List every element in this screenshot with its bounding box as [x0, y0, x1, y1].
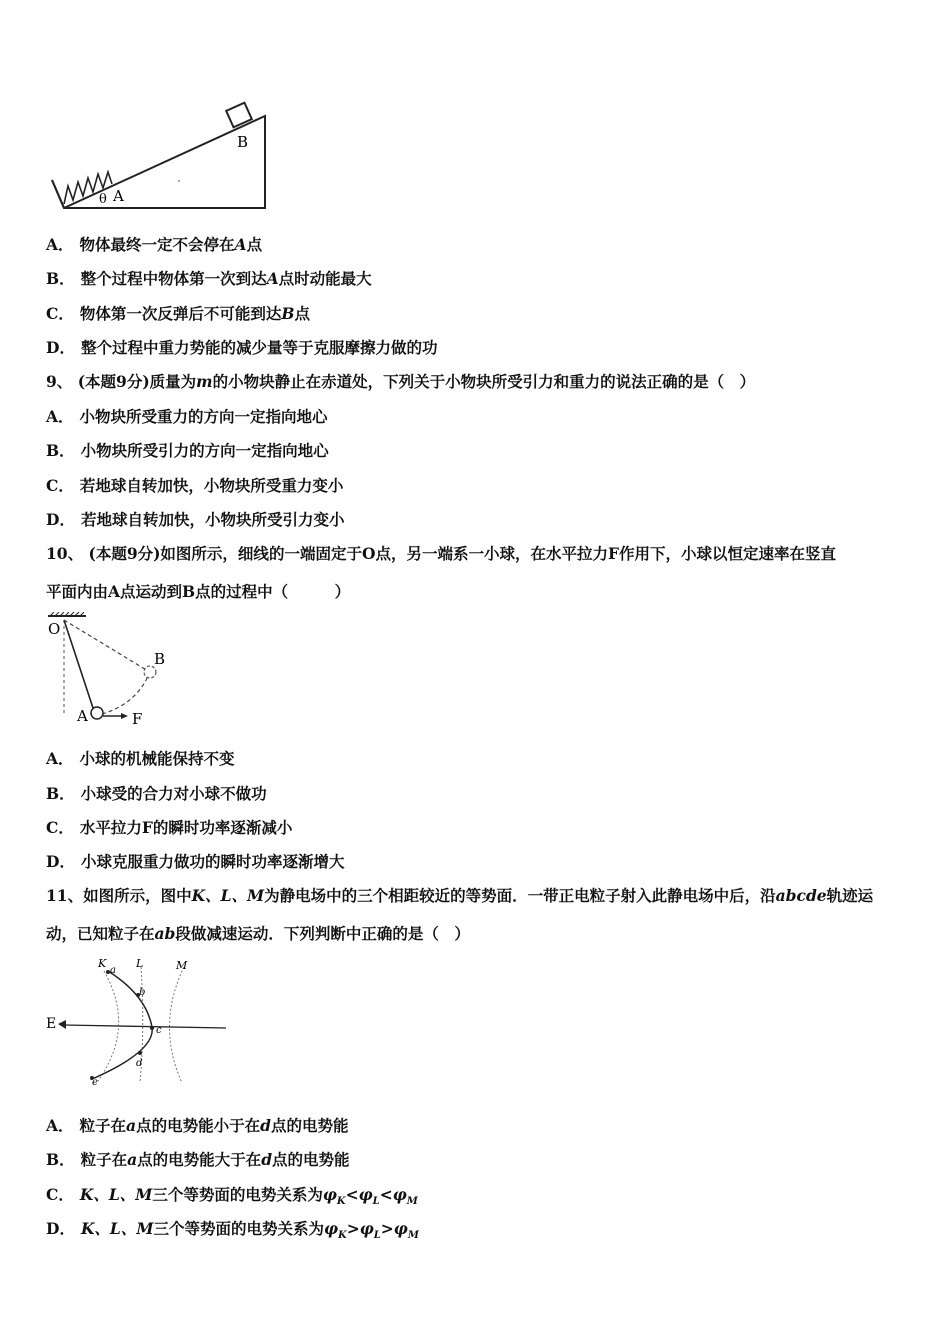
q8-option-c: C． 物体第一次反弹后不可能到达B点	[46, 304, 310, 323]
q11-option-d: D． K、L、M三个等势面的电势关系为$\varphi_K>\varphi_L>\varphi_M$	[46, 1219, 419, 1242]
q9-stem: 9、 (本题9分)质量为m的小物块静止在赤道处，下列关于小物块所受引力和重力的说法正确的是（ ）	[46, 372, 756, 391]
label-pe: e	[92, 1077, 98, 1088]
q11-stem-line2: 动，已知粒子在ab段做减速运动．下列判断中正确的是（ ）	[46, 924, 470, 943]
surface-m	[169, 967, 184, 1083]
arc-path	[102, 674, 149, 714]
label-l: L	[136, 957, 144, 970]
label-pd: d	[136, 1058, 143, 1069]
q8-option-a: A． 物体最终一定不会停在A点	[46, 235, 263, 254]
label-pc: c	[156, 1025, 162, 1036]
label-b: B	[154, 650, 166, 668]
equipotential-figure	[44, 955, 234, 1090]
q9-option-c: C． 若地球自转加快，小物块所受重力变小	[46, 476, 344, 495]
string-to-b	[64, 620, 148, 671]
label-a: A	[77, 707, 88, 725]
q8-option-b: B． 整个过程中物体第一次到达A点时动能最大	[46, 269, 372, 288]
q10-stem-line2: 平面内由A点运动到B点的过程中（ ）	[46, 582, 351, 601]
label-a: A	[113, 187, 124, 205]
q8-option-d: D． 整个过程中重力势能的减少量等于克服摩擦力做的功	[46, 338, 438, 357]
q11-option-c: C． K、L、M三个等势面的电势关系为$\varphi_K<\varphi_L<\varphi_M$	[46, 1185, 418, 1208]
label-o: O	[48, 620, 61, 638]
q9-option-a: A． 小物块所受重力的方向一定指向地心	[46, 407, 328, 426]
label-theta: θ	[99, 192, 107, 207]
label-pa: a	[110, 965, 116, 976]
q11-option-a: A． 粒子在a点的电势能小于在d点的电势能	[46, 1116, 349, 1135]
label-k: K	[98, 957, 107, 970]
q10-stem-line1: 10、 (本题9分)如图所示，细线的一端固定于O点，另一端系一小球，在水平拉力F作用下，小球以恒定速率在竖直	[46, 544, 836, 563]
label-m: M	[176, 959, 188, 972]
q11-option-b: B． 粒子在a点的电势能大于在d点的电势能	[46, 1150, 350, 1169]
q11-stem-line1: 11、如图所示，图中K、L、M为静电场中的三个相距较近的等势面．一带正电粒子射入此静电场中后，沿abcde轨迹运	[46, 886, 874, 905]
incline-spring-figure	[46, 100, 276, 215]
field-line	[64, 1025, 226, 1028]
string	[64, 620, 94, 711]
ball-a	[91, 707, 103, 719]
q10-option-c: C． 水平拉力F的瞬时功率逐渐减小	[46, 818, 293, 837]
label-e-field: E	[46, 1016, 57, 1032]
q9-option-d: D． 若地球自转加快，小物块所受引力变小	[46, 510, 345, 529]
q9-option-b: B． 小物块所受引力的方向一定指向地心	[46, 441, 329, 460]
pendulum-figure	[44, 612, 179, 730]
label-pb: b	[139, 987, 146, 998]
q10-option-d: D． 小球克服重力做功的瞬时功率逐渐增大	[46, 852, 345, 871]
label-b: B	[237, 133, 249, 151]
label-f: F	[132, 710, 143, 728]
q10-option-a: A． 小球的机械能保持不变	[46, 749, 235, 768]
q10-option-b: B． 小球受的合力对小球不做功	[46, 784, 267, 803]
